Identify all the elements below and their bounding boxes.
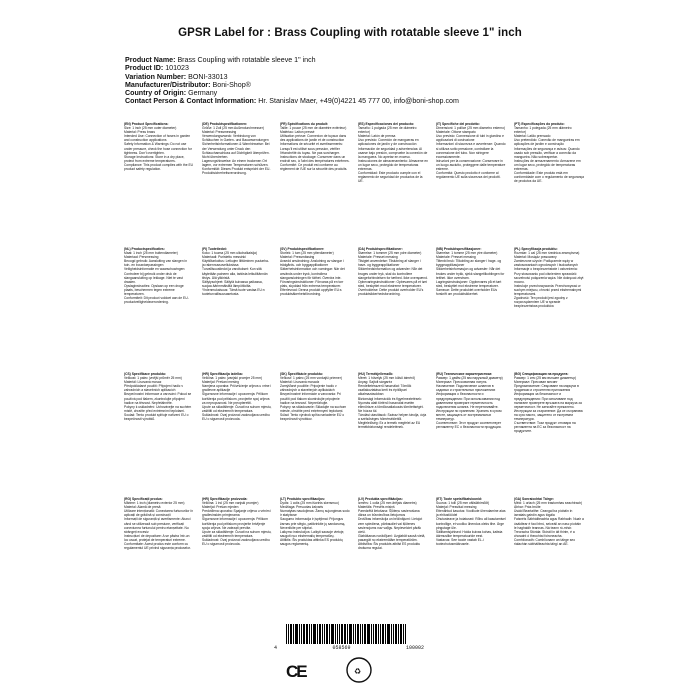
spec-section [202, 497, 272, 546]
spec-body: Méret: 1 hüvelyk (25 mm külső átmérő) Anyag: Sajtolt sárgaréz Rendeltetésszerű használat: Tömlők csatlakoztatása kerti és építőipari alkalmazásokban Biztonsági információk és figyelmeztetések: Nyomás alatt történő használat esetén ellenőrizze a tömlőcsatlakozás tömítettségét. Ne húzza túl. Tárolási utasítások: Száraz helyen tárolja, óvja a szélsőséges hőmérséklettől. Megfelelőség: Ez a termék megfelel az EU termékbiztonsági rendeletének. [358, 376, 427, 430]
barcode-bar [357, 624, 359, 644]
barcode-bar [301, 624, 302, 644]
barcode-bar [382, 624, 384, 644]
barcode-bar [341, 624, 343, 644]
spec-body: Rozmiar: 1 cal (25 mm średnica zewnętrzna) Materiał: Mosiądz prasowany Zamierzone użycie: Podłączenie węży w zastosowaniach ogrodowych i budowlanych Informacje o bezpieczeństwie i ostrzeżenia: Przy stosowaniu pod ciśnieniem sprawdzić szczelność połączenia węża. Nie dokręcać zbyt mocno. Instrukcje przechowywania: Przechowywać w suchym miejscu, chronić przed ekstremalnymi temperaturami. Zgodność: Ten produkt jest zgodny z rozporządzeniem UE w sprawie bezpieczeństwa produktów. [514, 251, 584, 309]
barcode-bar [326, 624, 328, 644]
barcode-bar [299, 624, 300, 644]
spec-body: Maat: 1 inch (25 mm buitendiameter) Materiaal: Persmessing Beoogd gebruik: Aansluiting van slangen in tuin- en bouwtoepassingen Veiligheidsinformatie en waarschuwingen: Controleer bij gebruik onder druk de slangaansluiting op lekkage. Niet te vast draaien. Opslaginstructies: Opslaan op een droge plaats, beschermen tegen extreme temperaturen. Conformiteit: Dit product voldoet aan de EU-productveiligheidsverordening. [124, 251, 189, 305]
spec-block-2 [124, 247, 584, 359]
barcode-bar [371, 624, 372, 644]
barcode [274, 624, 424, 652]
spec-body: Izmērs: 1 colla (25 mm ārējais diametrs) Materiāls: Presēts misiņš Paredzētā lietošana: Šļūteņu savienošana dārza un būvniecības lietojumos Drošības informācija un brīdinājumi: Lietojot zem spiediena, pārbaudiet vai šļūtenes savienojums nav vaļīgs. Nepievelciet pārāk cieši. Glabāšanas norādījumi: Uzglabāt sausā vietā, pasargāt no ekstremālām temperatūrām. Atbilstība: Šis produkts atbilst ES produktu drošuma regulai. [358, 501, 426, 551]
spec-body: Veľkosť: 1 palec (25 mm vonkajší priemer) Materiál: Lisovaná mosadz Zamýšľané použitie: Pripojenie hadíc v záhradných a stavebných aplikáciách Bezpečnostné informácie a varovania: Pri použití pod tlakom skontrolujte pripojenie hadice na tesnosť. Nepreťahujte. Pokyny na skladovanie: Skladujte na suchom mieste, chráňte pred extrémnymi teplotami. Súlad: Tento výrobok spĺňa nariadenie EÚ o bezpečnosti výrobkov. [280, 376, 347, 422]
spec-heading: (ES) Especificaciones del producto: [358, 122, 415, 126]
product-meta [125, 56, 459, 106]
barcode-bar [395, 624, 397, 644]
spec-heading: (SK) Špecifikácie produktu: [280, 372, 324, 376]
barcode-bar [319, 624, 321, 644]
spec-section [202, 247, 272, 296]
barcode-bar [349, 624, 352, 644]
spec-body: Koko: 1 tuuma (25 mm ulkohalkaisija) Materiaali: Puristettu messinki Käyttötarkoitus: Letkujen liittäminen puutarha- ja rakennussovelluksissa Turvallisuustiedot ja varoitukset: Kun sitä käytetään paineen alla, tarkista letkuliitännän tiiviys. Älä ylikiristä. Säilytysohjeet: Säilytä kuivassa paikassa, suojaa äärimmäisiltä lämpötiloilta. Yhdenmukaisuus: Tämä tuote vastaa EU:n tuoteturvallisuusasetusta. [202, 251, 269, 297]
barcode-bar [309, 624, 310, 644]
spec-block-4 [124, 497, 584, 609]
spec-heading: (CS) Specifikace produktu: [124, 372, 167, 376]
spec-block-1 [124, 122, 585, 234]
spec-body: Storlek: 1 tum (25 mm ytterdiameter) Material: Pressmässing Avsedd användning: Anslutning av slangar i trädgårds- och byggapplikationer Säkerhetsinformation och varningar: När det används under tryck, kontrollera slanganslutningen för täthet. Överdra inte. Förvaringsinstruktioner: Förvaras på en torr plats, skyddad från extrema temperaturer. Efterlevnad: Denna produkt uppfyller EU:s produktsäkerhetsförordning. [280, 251, 345, 297]
barcode-bar [288, 624, 289, 644]
barcode-bar [367, 624, 370, 644]
spec-section [124, 247, 194, 304]
spec-body: Размер: 1 инч (25 мм външен диаметър) Материал: Пресован месинг Предназначение: Свързване на маркучи в градински и строителни приложения Информация за безопасност и предупреждения: При използване под налягане проверете връзката на маркуча за херметичност. Не затягайте прекалено. Инструкции за съхранение: Да се съхранява на сухо място, защитено от екстремни температури. Съответствие: Този продукт отговаря на регламента на ЕС за безопасност на продуктите. [514, 376, 583, 434]
spec-body: Size: 1 inch (25 mm outer diameter) Material: Press brass Intended Use: Connection of hoses in garden and construction applications Safety Information & Warnings: Do not use under pressure, check the hose connection for tightness. Don't overtighten. Storage Instructions: Store in a dry place, protect from extreme temperatures. Compliance: This product complies with the EU product safety regulation. [124, 126, 194, 172]
spec-body: Méid: 1 orlach (25 mm trastomhas seachtrach) Ábhar: Prás brúite Úsáid Beartaithe: Ceangal ba píobáin in iarratais gairdín agus tógála Faisnéis Sábháilteachta agus Rabhadh: Nuair a úsáidtear é faoi bhrú, seiceáil an nasc píobáin le haghaidh teannas. Ná teann ró-mhór. Treoracha Stórála: Stóráil in áit thirim, é a chosaint ó theochtaí foircneacha. Comhlíonadh: Comhlíonann an táirge seo rialachán sábháilteachta táirgí an AE. [514, 501, 584, 547]
barcode-bar [324, 624, 325, 644]
spec-section [280, 497, 350, 546]
barcode-bar [364, 624, 366, 644]
meta-variation-number: Variation Number: BONI-33013 [125, 72, 228, 81]
barcode-bar [353, 624, 354, 644]
barcode-bar [387, 624, 390, 644]
barcode-bar [311, 624, 312, 644]
spec-section [124, 122, 194, 171]
spec-body: Größe: 1 Zoll (25 mm Außendurchmesser) Material: Pressmessing Verwendungszweck: Verbindung von Schläuchen in Garten- und Bauanwendungen Sicherheitsinformationen & Warnhinweise: Bei der Verwendung unter Druck den Schlauchanschluss auf Dichtigkeit überprüfen. Nicht überdrehen. Lagerungshinweise: An einem trockenen Ort lagern, vor extremen Temperaturen schützen. Konformität: Dieses Produkt entspricht der EU-Produktsicherheitsverordnung. [202, 126, 271, 176]
spec-heading: (DA) Produktspecifikationer: [358, 247, 403, 251]
spec-body: Veličina: 1 palec (vanjski promjer 25 mm) Materijal: Prešani mesing Namjena uporaba: Pričvršćenje crijeva u vrtne i građevne aplikacije Sigurnosne informacije i upozorenja: Prilikom korištenja pod pritiskom, provjerite spoj crijeva za nepropusnost. Ne preopteretiti. Upute za skladištenje: Čuvati na suhom mjestu, zaštititi od ekstremnih temperatura. Sukladnost: Ovaj proizvod zadovoljava uredbu EU o sigurnosti proizvoda. [202, 376, 272, 422]
spec-body: Mărime: 1 inch (diametru exterior 25 mm) Material: Alamă de presă Utilizare intenționată: Conectarea furtunurilor în aplicații de grădină și construcții Informații de siguranță și avertismente: Atunci când se utilizează sub presiune, verificați conexiunea furtunului pentru etanșeitate. Nu strângeți excesiv. Instrucțiuni de depozitare: A se păstra într-un loc uscat, protejat de temperaturi extreme. Conformitate: Acest produs este conform cu regulamentul UE privind siguranța produselor. [124, 501, 194, 551]
ce-mark: CE [286, 662, 306, 681]
spec-section [514, 497, 584, 546]
spec-heading: (FI) Tuotetiedot: [202, 247, 227, 251]
barcode-bar [290, 624, 292, 644]
spec-heading: (EN) Product Specifications: [124, 122, 169, 126]
barcode-bar [378, 624, 379, 644]
spec-heading: (ET) Toote spetsifikatsioonid: [436, 497, 483, 501]
barcode-bar [403, 624, 404, 644]
spec-heading: (LT) Produkto specifikacijos: [280, 497, 326, 501]
barcode-bar [293, 624, 294, 644]
spec-heading: (RU) Технические характеристики: [436, 372, 493, 376]
barcode-first-digit: 4 [274, 645, 278, 651]
spec-heading: (HU) Termékjellemzők: [358, 372, 394, 376]
barcode-digits [274, 645, 424, 651]
spec-body: Veličina: 1 inč (25 mm vanjski promjer) Materijal: Prešan mjeden Predviđena uporaba: Spajanje crijeva u vrtnim i građevinskim primjenama Sigurnosne informacije i upozorenja: Prilikom korištenja pod pritiskom provjerite brtvljenje spoja crijeva. Ne zatezati previše. Upute za skladištenje: Čuvati na suhom mjestu, zaštititi od ekstremnih temperatura. Sukladnost: Ovaj proizvod zadovoljava uredbu EU o sigurnosti proizvoda. [202, 501, 272, 547]
spec-section [202, 122, 272, 175]
barcode-bar [373, 624, 374, 644]
barcode-bar [303, 624, 305, 644]
barcode-bar [317, 624, 318, 644]
spec-section [280, 122, 350, 171]
barcode-bar [375, 624, 377, 644]
spec-section [124, 497, 194, 550]
meta-country-of-origin: Country of Origin: Germany [125, 89, 218, 98]
meta-product-name: Product Name: Brass Coupling with rotatable sleeve 1" inch [125, 56, 316, 64]
barcode-bar [306, 624, 308, 644]
meta-manufacturer: Manufacturer/Distributor: Boni-Shop® [125, 80, 251, 89]
spec-section [514, 247, 584, 308]
barcode-bar [331, 624, 334, 644]
spec-section [436, 247, 506, 296]
barcode-bar [295, 624, 298, 644]
spec-section [514, 372, 584, 433]
spec-section [202, 372, 272, 421]
barcode-bar [405, 624, 406, 644]
barcode-bar [385, 624, 386, 644]
spec-body: Velikost: 1 palec (vnější průměr 25 mm) Materiál: Lisovaná mosaz Předpokládané použití: Připojení hadic v zahradních a stavebních aplikacích Bezpečnostní informace a varování: Pokud se používá pod tlakem, zkontrolujte připojení hadice na těsnost. Nepřetáhněte. Pokyny k uskladnění: Uchovávejte na suchém místě, chraňte před extrémními teplotami. Soulad: Tento produkt splňuje nařízení EU o bezpečnosti výrobků. [124, 376, 192, 422]
spec-heading: (PL) Specyfikacja produktu: [514, 247, 558, 251]
spec-heading: (IT) Specifiche del prodotto: [436, 122, 480, 126]
barcode-bar [393, 624, 394, 644]
spec-section [280, 372, 350, 421]
spec-section [436, 372, 506, 429]
spec-body: Dimensioni: 1 pollice (25 mm diametro esterno) Materiale: Ottone stampato Uso previsto: Connessione di tubi in giardino e applicazioni di costruzione Informazioni di sicurezza e avvertenze: Quando si utilizza sotto pressione, controllare la connessione del tubo. Non stringere eccessivamente. Istruzioni per la conservazione: Conservare in un luogo asciutto, proteggere dalle temperature estreme. Conformità: Questo prodotto è conforme al regolamento UE sulla sicurezza dei prodotti. [436, 126, 506, 180]
spec-heading: (HR) Specifikacije proizvoda: [202, 497, 248, 501]
spec-heading: (BG) Спецификация на продукта: [514, 372, 569, 376]
spec-heading: (PT) Especificações do produto: [514, 122, 565, 126]
spec-section [436, 122, 506, 179]
spec-section [358, 247, 428, 296]
barcode-bar [400, 624, 402, 644]
barcode-bar [380, 624, 381, 644]
barcode-bar [329, 624, 330, 644]
barcode-bar [337, 624, 338, 644]
barcode-bar [313, 624, 316, 644]
spec-body: Tamaño: 1 pulgada (25 mm de diámetro exterior) Material: Latón de prensa Uso previsto: Conexión de mangueras en aplicaciones de jardín y de construcción Información de seguridad y advertencias: Al usarse bajo presión, compruebe la conexión de la manguera. No apretar en exceso. Instrucciones de almacenamiento: Almacene en un lugar seco, protegido de temperaturas extremas. Conformidad: Este producto cumple con el reglamento de seguridad de productos de la UE. [358, 126, 429, 184]
barcode-bar [391, 624, 392, 644]
spec-section [124, 372, 194, 421]
spec-body: Размер: 1 дюйм (25 мм наружный диаметр) Материал: Прессованная латунь Назначение: Подключение шлангов в садовых и строительных приложениях Информация о безопасности и предупреждения: При использовании под давлением проверьте герметичность подключения шланга. Не перетягивайте. Инструкции по хранению: Хранить в сухом месте, защищать от экстремальных температур. Соответствие: Этот продукт соответствует регламенту ЕС о безопасности продукции. [436, 376, 503, 430]
barcode-bar [322, 624, 323, 644]
spec-heading: (GA) Sonraíochtaí Táirge: [514, 497, 554, 501]
barcode-bar [286, 624, 287, 644]
barcode-middle-digits: 058569 [332, 645, 351, 651]
barcode-bar [355, 624, 356, 644]
spec-section [280, 247, 350, 296]
barcode-bar [398, 624, 399, 644]
barcode-bar [362, 624, 363, 644]
barcode-bar [347, 624, 348, 644]
spec-section [436, 497, 506, 546]
spec-body: Størrelse: 1 tommer (25 mm ydre diameter) Materiale: Presset messing Tilsigtet anvendelse: Tilslutning af slanger i have- og byggeapplikationer Sikkerhedsinformation og advarsler: Når det bruges under tryk, skal du kontrollere slangeforbindelsen for tæthed. Ikke overspænd. Opbevaringsinstruktioner: Opbevares på et tørt sted, beskyttet mod ekstreme temperaturer. Overholdelse: Dette produkt overholder EU's produktsikkerhedsforordning. [358, 251, 428, 297]
spec-heading: (FR) Spécifications du produit: [280, 122, 329, 126]
spec-section [514, 122, 584, 183]
spec-section [358, 497, 428, 550]
spec-body: Taille: 1 pouce (25 mm de diamètre extérieur) Matériau: Laiton pressé Utilisation prévue: Connexion de tuyaux dans des applications de jardin et de construction Informations de sécurité et avertissements: Lorsqu'il est utilisé sous pression, vérifier l'étanchéité du tuyau. Ne pas surcharger. Instructions de stockage: Conserver dans un endroit sec, à l'abri des températures extrêmes. Conformité: Ce produit est conforme au règlement de l'UE sur la sécurité des produits. [280, 126, 350, 172]
spec-body: Størrelse: 1 tomme (25 mm ytre diameter) Materiale: Presset messing Tiltenkt bruk: Tilkobling av slanger i hage- og byggeapplikasjoner Sikkerhetsinformasjon og advarsler: Når det brukes under trykk, sjekk slangetilkoblingen for tetthet. Ikke overstram. Lagringsinstruksjoner: Oppbevares på et tørt sted, beskyttet mot ekstreme temperaturer. Samsvar: Dette produktet overholder EUs forskrift om produktsikkerhet. [436, 251, 505, 297]
spec-section [358, 122, 428, 183]
barcode-bar [335, 624, 336, 644]
meta-product-id: Product ID: 101023 [125, 64, 189, 73]
barcode-bars [286, 624, 422, 644]
svg-text:♻: ♻ [354, 667, 362, 676]
spec-body: Dydis: 1 colis (25 mm išorinis skersmuo) Medžiaga: Presuotas žalvaris Numatytas naudojimas: Žarnų sujungimas sodo ir statybose Saugumo informacija ir įspėjimai: Prijungus žarnas prie slėgio, patikrinkite jų sandarumą. Neveržkite per stipriai. Laikymo instrukcijos: Laikyti sausoje vietoje, saugoti nuo ekstremalių temperatūrų. Atitiktis: Šis produktas atitinka ES produktų saugos reglamentą. [280, 501, 350, 547]
recycling-icon [346, 657, 372, 683]
spec-heading: (DE) Produktspezifikationen: [202, 122, 248, 126]
barcode-last-digits: 100002 [405, 645, 424, 651]
barcode-bar [339, 624, 340, 644]
spec-heading: (NL) Productspecificaties: [124, 247, 165, 251]
spec-heading: (LV) Produkta specifikācijas: [358, 497, 403, 501]
spec-block-3 [124, 372, 583, 484]
meta-contact: Contact Person & Contact Information: Hr. Stanislav Maer, +49(0)4221 45 777 00, info@boni-shop.com [125, 97, 459, 106]
spec-heading: (RO) Specificații produs: [124, 497, 163, 501]
spec-body: Tamanho: 1 polegada (25 mm diâmetro exterior) Material: Latão prensado Uso pretendido: Conexão de mangueiras em aplicações de jardim e construção Informações de segurança e avisos: Quando usado sob pressão, verificar a conexão da mangueira. Não sobreapertar. Instruções de armazenamento: Armazene em um lugar seco, protegido de temperaturas extremas. Conformidade: Este produto está em conformidade com o regulamento de segurança de produtos da UE. [514, 126, 585, 184]
spec-heading: (SV) Produktspecifikationer: [280, 247, 325, 251]
spec-section [358, 372, 428, 429]
spec-heading: (HR) Specifikacija izdelka: [202, 372, 243, 376]
barcode-bar [360, 624, 361, 644]
spec-heading: (NB) Produktspesifikasjoner: [436, 247, 482, 251]
barcode-bar [344, 624, 346, 644]
spec-body: Suurus: 1 tolli (25 mm välisläbimõõt) Materjal: Pressitud messing Ettenähtud kasutus: Voolikute ühendamine aias ja ehitustöödel Ohutusteave ja hoiatused: Rõhu all kasutamisel kontrollige, et vooliku ühendus oleks tihe. Ärge pingutage üle. Säilitamisjuhised: Hoida kuivas kohas, kaitsta äärmuslike temperatuuride eest. Vastavus: See toode vastab EL-i tooteohutusmäärusele. [436, 501, 506, 547]
page-title: GPSR Label for : Brass Coupling with rotatable sleeve 1" inch [178, 27, 522, 39]
